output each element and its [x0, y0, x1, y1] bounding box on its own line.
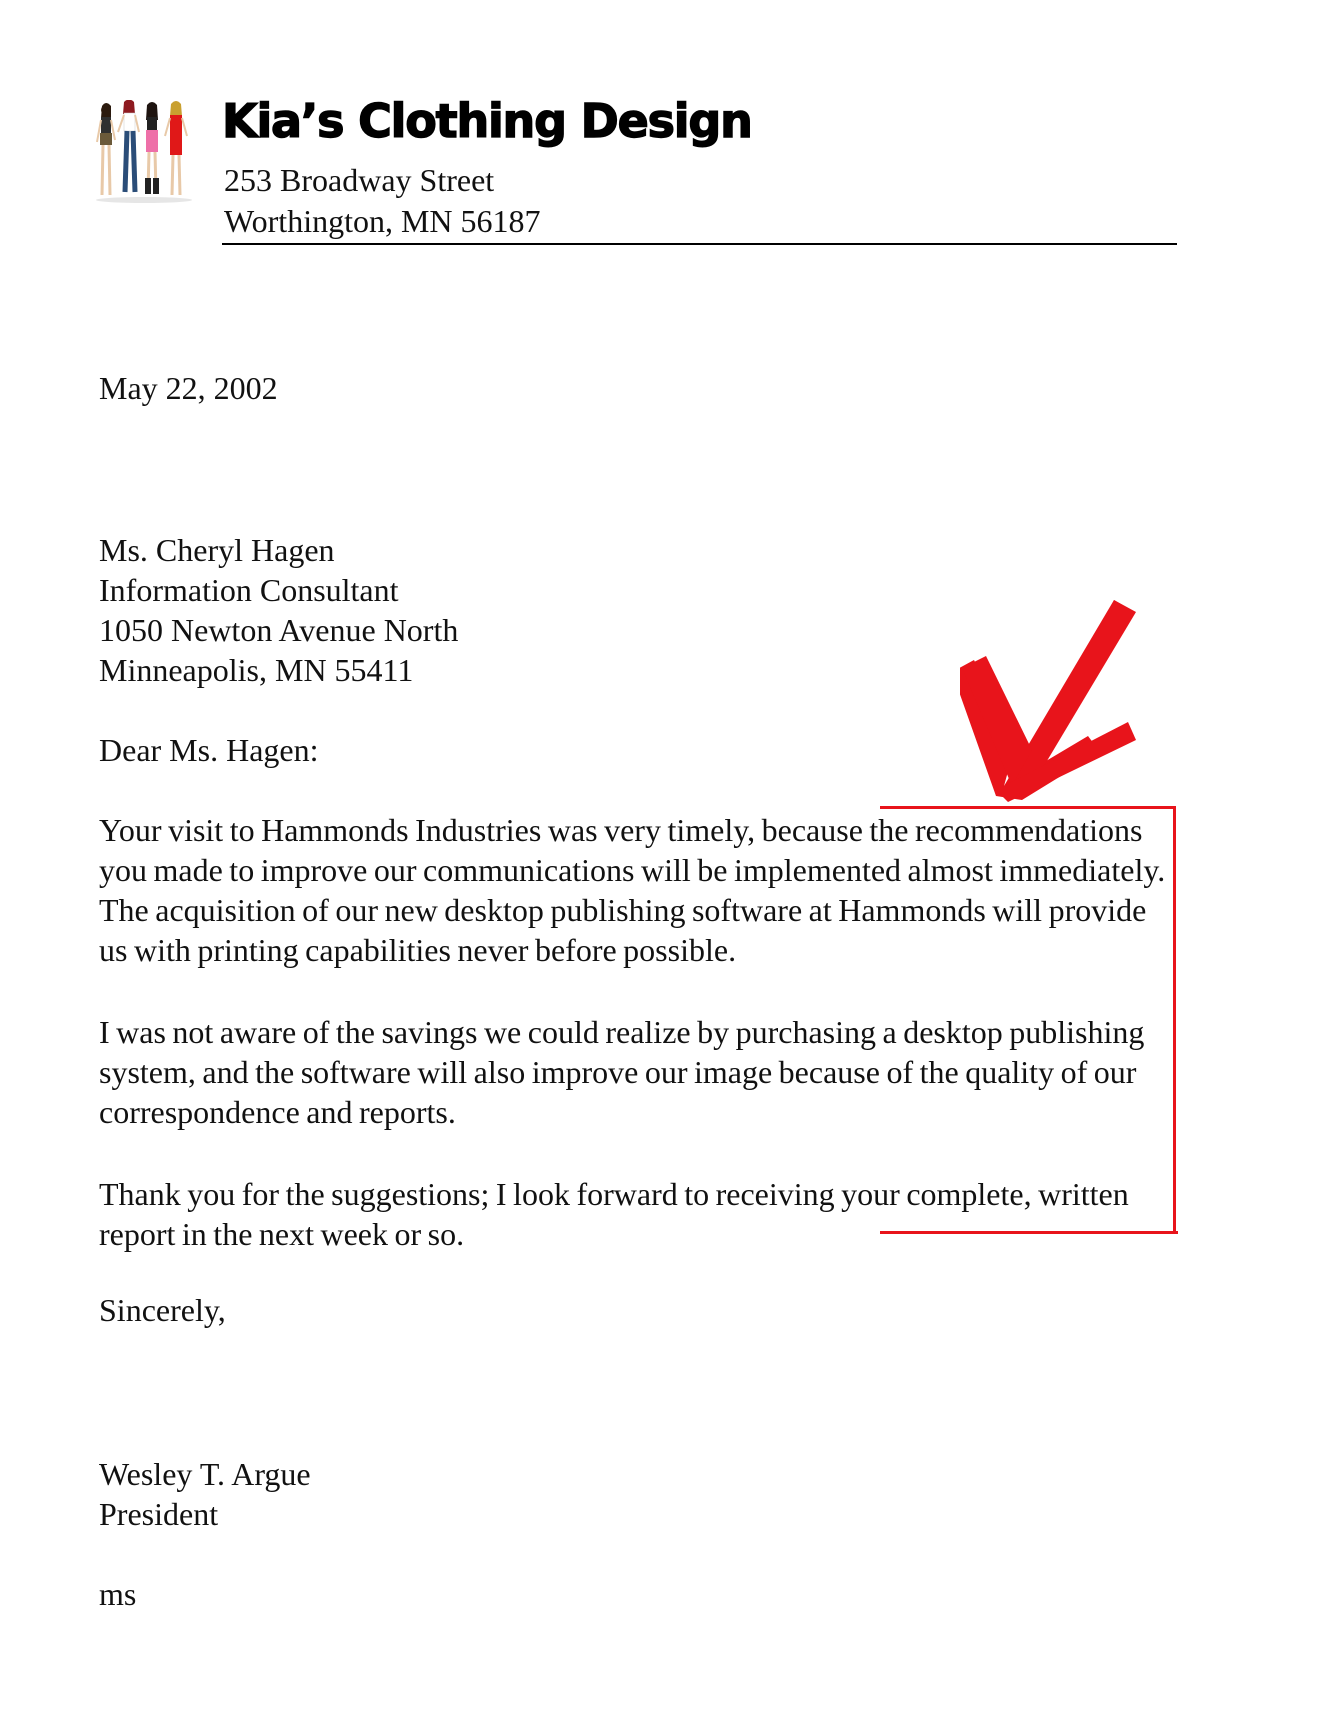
company-name: Kia’s Clothing Design: [222, 94, 752, 148]
body-paragraph: Thank you for the suggestions; I look forward to receiving your complete, written report in the next week or so.: [99, 1176, 1129, 1252]
recipient-title: Information Consultant: [99, 572, 399, 608]
letter-date: May 22, 2002: [99, 370, 278, 406]
signer-title: President: [99, 1496, 219, 1532]
model-figure: [118, 100, 139, 192]
clothing-models-logo: [94, 100, 196, 230]
salutation: Dear Ms. Hagen:: [99, 732, 319, 768]
recipient-name: Ms. Cheryl Hagen: [99, 532, 335, 568]
signer-name: Wesley T. Argue: [99, 1456, 311, 1492]
model-figure: [97, 103, 115, 195]
recipient-street: 1050 Newton Avenue North: [99, 612, 459, 648]
body-paragraph: I was not aware of the savings we could realize by purchasing a desktop publishing system, and the software will also improve our image because of the quality of our correspondence and reports.: [99, 1014, 1145, 1130]
company-city-state-zip: Worthington, MN 56187: [224, 203, 541, 239]
checkmark-icon: [960, 590, 1140, 810]
body-paragraph: Your visit to Hammonds Industries was very timely, because the recommendations you made to improve our communications will be implemented almost immediately. The acquisition of our new desktop publishing software at Hammonds will provide us with printing capabilities never before possible.: [99, 812, 1166, 968]
highlight-bracket-bottom: [898, 1231, 1178, 1234]
model-figure: [165, 101, 187, 195]
company-street: 253 Broadway Street: [224, 162, 495, 198]
recipient-city-state-zip: Minneapolis, MN 55411: [99, 652, 414, 688]
reference-initials: ms: [99, 1576, 137, 1612]
complimentary-close: Sincerely,: [99, 1292, 226, 1328]
model-figure: [145, 102, 159, 194]
header-divider: [222, 243, 1177, 245]
